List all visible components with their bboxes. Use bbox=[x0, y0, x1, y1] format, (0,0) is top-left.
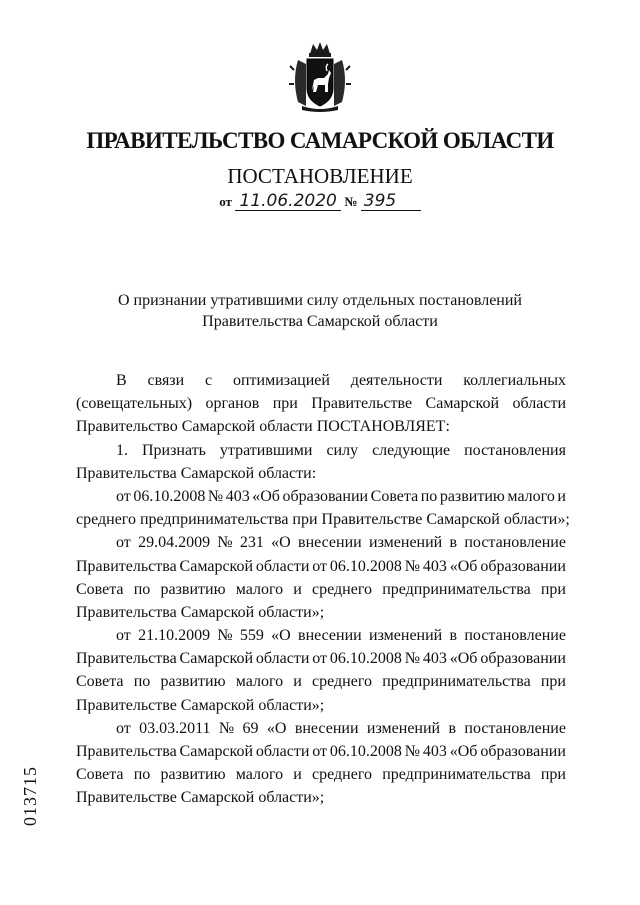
body-word: малого bbox=[235, 580, 284, 598]
body-line bbox=[76, 717, 566, 740]
body-word: Правительства bbox=[76, 557, 177, 575]
body-line bbox=[76, 392, 566, 415]
body-word: среднего bbox=[312, 580, 373, 598]
body-word: «Об bbox=[449, 743, 478, 760]
body-word: постановление bbox=[464, 627, 566, 645]
body-word: Самарской bbox=[179, 743, 254, 760]
body-word: Самарской bbox=[425, 395, 500, 413]
body-word: силу bbox=[326, 441, 359, 459]
body-line bbox=[76, 508, 570, 531]
body-word: от bbox=[312, 650, 328, 668]
body-word: 231 bbox=[239, 534, 264, 552]
body-word: 403 bbox=[422, 650, 447, 668]
body-word: постановления bbox=[464, 441, 566, 459]
body-word: при bbox=[540, 580, 566, 598]
body-word: малого bbox=[235, 766, 284, 784]
date-number-line bbox=[0, 192, 640, 211]
body-word: (совещательных) bbox=[76, 395, 193, 413]
body-word: «О bbox=[271, 627, 291, 645]
body-word: Совета bbox=[76, 673, 124, 691]
registration-number: 013715 bbox=[20, 766, 40, 826]
body-word: 403 bbox=[225, 487, 250, 505]
body-word: по bbox=[133, 580, 151, 598]
body-word: 06.10.2008 bbox=[133, 487, 206, 505]
body-line bbox=[76, 415, 566, 438]
body-line bbox=[76, 531, 566, 554]
body-word: Правительстве Самарской области»; bbox=[76, 696, 325, 714]
body-word: 1. bbox=[116, 441, 128, 459]
document-subject bbox=[0, 290, 640, 332]
body-word: изменений bbox=[369, 627, 443, 645]
body-line bbox=[76, 624, 566, 647]
body-word: № bbox=[404, 650, 421, 668]
body-word: 06.10.2008 bbox=[329, 743, 402, 760]
body-word: № bbox=[207, 487, 224, 505]
body-word: 06.10.2008 bbox=[329, 650, 402, 668]
body-word: «О bbox=[266, 719, 287, 737]
body-word: образовании bbox=[282, 487, 369, 505]
body-line bbox=[76, 763, 566, 786]
body-word: внесении bbox=[298, 534, 362, 552]
body-word: предпринимательства bbox=[382, 766, 531, 784]
body-word: предпринимательства bbox=[382, 673, 531, 691]
body-word: при bbox=[540, 673, 566, 691]
body-word: Признать bbox=[141, 441, 206, 459]
body-word: области bbox=[255, 743, 310, 760]
body-word: № bbox=[217, 627, 233, 645]
document-number: 395 bbox=[361, 192, 421, 211]
body-word: «Об bbox=[252, 487, 280, 505]
body-word: области bbox=[255, 650, 310, 668]
body-word: связи bbox=[147, 372, 185, 389]
body-word: внесении bbox=[298, 627, 362, 645]
body-line bbox=[76, 601, 566, 624]
body-word: Самарской bbox=[179, 650, 254, 668]
body-word: оптимизацией bbox=[232, 372, 330, 389]
body-word: предпринимательства bbox=[382, 580, 531, 598]
body-word: № bbox=[404, 743, 421, 760]
body-line bbox=[76, 694, 566, 717]
body-line bbox=[76, 647, 566, 670]
body-word: Правительства bbox=[76, 650, 177, 668]
body-word: Совета bbox=[76, 580, 124, 598]
body-word: утратившими bbox=[219, 441, 313, 459]
document-body bbox=[76, 369, 570, 810]
body-word: деятельности bbox=[350, 372, 443, 389]
body-word: по bbox=[420, 487, 438, 505]
body-word: образовании bbox=[480, 650, 566, 668]
body-word: «Об bbox=[449, 557, 478, 575]
body-word: Совета bbox=[76, 766, 124, 784]
body-word: развитию bbox=[160, 580, 226, 598]
body-word: Правительстве bbox=[311, 395, 413, 413]
document-date: 11.06.2020 bbox=[235, 192, 341, 211]
body-line bbox=[76, 485, 566, 508]
body-word: изменений bbox=[366, 719, 441, 737]
body-word: развитию bbox=[160, 766, 226, 784]
body-word: 403 bbox=[422, 743, 447, 760]
body-word: № bbox=[218, 719, 235, 737]
body-line bbox=[76, 439, 566, 462]
body-line bbox=[76, 462, 566, 485]
body-line bbox=[76, 786, 566, 809]
body-word: и bbox=[293, 580, 302, 598]
body-word: при bbox=[272, 395, 298, 413]
body-word: В bbox=[116, 372, 127, 389]
body-word: № bbox=[404, 557, 421, 575]
body-word: постановление bbox=[464, 534, 566, 552]
body-word: Совета bbox=[370, 487, 419, 505]
body-word: среднего bbox=[312, 673, 373, 691]
body-word: в bbox=[448, 719, 457, 737]
body-word: от bbox=[116, 487, 131, 505]
subject-line: О признании утратившими силу отдельных постановлений bbox=[118, 292, 522, 309]
body-word: области bbox=[512, 395, 566, 413]
body-word: Самарской bbox=[179, 557, 254, 575]
body-word: среднего предпринимательства при Правительстве Самарской области»; bbox=[76, 511, 570, 529]
body-word: постановление bbox=[464, 719, 566, 737]
body-word: и bbox=[293, 766, 302, 784]
body-word: образовании bbox=[480, 557, 566, 575]
body-word: Правительстве Самарской области»; bbox=[76, 789, 325, 807]
body-word: среднего bbox=[312, 766, 373, 784]
body-word: при bbox=[540, 766, 566, 784]
body-word: 403 bbox=[422, 557, 447, 575]
body-word: от bbox=[116, 534, 131, 552]
body-word: 29.04.2009 bbox=[138, 534, 211, 552]
body-word: образовании bbox=[480, 743, 566, 760]
government-title: ПРАВИТЕЛЬСТВО САМАРСКОЙ ОБЛАСТИ bbox=[86, 128, 554, 153]
number-prefix: № bbox=[344, 194, 358, 209]
date-prefix: от bbox=[219, 194, 232, 209]
body-word: 06.10.2008 bbox=[329, 557, 402, 575]
body-word: от bbox=[312, 557, 328, 575]
body-word: от bbox=[116, 627, 131, 645]
body-word: от bbox=[116, 719, 131, 737]
body-word: с bbox=[205, 372, 213, 389]
body-line bbox=[76, 578, 566, 601]
subject-line: Правительства Самарской области bbox=[202, 313, 438, 330]
body-word: и bbox=[557, 487, 566, 505]
body-word: «Об bbox=[449, 650, 478, 668]
body-word: Правительства Самарской области»; bbox=[76, 603, 325, 621]
coat-of-arms-emblem bbox=[288, 40, 352, 112]
body-word: Правительства bbox=[76, 743, 177, 760]
body-word: в bbox=[449, 534, 458, 552]
body-word: «О bbox=[271, 534, 291, 552]
body-word: развитию bbox=[160, 673, 226, 691]
body-word: Правительство Самарской области ПОСТАНОВЛЯЕТ: bbox=[76, 418, 450, 436]
body-word: внесении bbox=[294, 719, 359, 737]
body-line bbox=[76, 740, 566, 763]
body-word: развитию bbox=[439, 487, 505, 505]
body-word: следующие bbox=[372, 441, 451, 459]
body-line bbox=[76, 369, 566, 392]
body-word: органов bbox=[205, 395, 260, 413]
body-word: 559 bbox=[239, 627, 264, 645]
body-word: № bbox=[217, 534, 233, 552]
body-word: коллегиальных bbox=[463, 372, 566, 389]
body-word: в bbox=[449, 627, 458, 645]
body-word: по bbox=[133, 673, 151, 691]
body-word: области bbox=[255, 557, 310, 575]
body-line bbox=[76, 670, 566, 693]
body-word: 21.10.2009 bbox=[138, 627, 211, 645]
body-word: и bbox=[293, 673, 302, 691]
body-word: по bbox=[133, 766, 151, 784]
document-type: ПОСТАНОВЛЕНИЕ bbox=[227, 164, 413, 188]
body-word: Правительства Самарской области: bbox=[76, 464, 317, 482]
body-line bbox=[76, 555, 566, 578]
body-word: изменений bbox=[369, 534, 443, 552]
body-word: 69 bbox=[242, 719, 259, 737]
body-word: 03.03.2011 bbox=[139, 719, 211, 737]
body-word: малого bbox=[507, 487, 555, 505]
body-word: малого bbox=[235, 673, 284, 691]
body-word: от bbox=[312, 743, 328, 760]
